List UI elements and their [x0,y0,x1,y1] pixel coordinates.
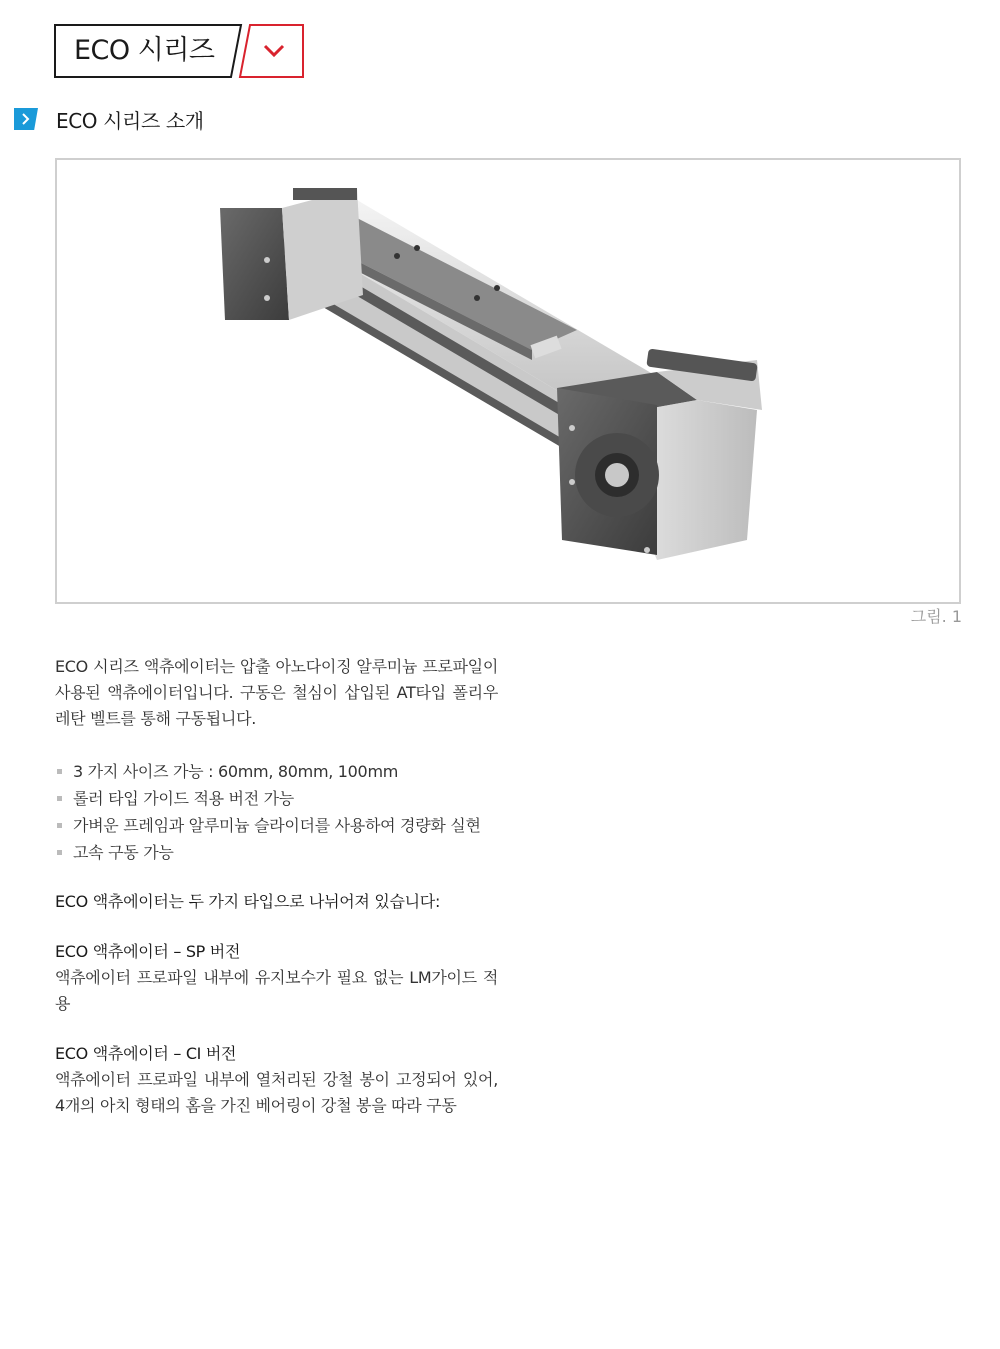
type-block-ci [55,1041,498,1119]
feature-text: 3 가지 사이즈 가능 : 60mm, 80mm, 100mm [73,762,399,781]
feature-item [55,785,498,812]
feature-text: 롤러 타입 가이드 적용 버전 가능 [73,789,294,808]
figure-caption: 그림. 1 [910,607,962,626]
type-description: 액츄에이터 프로파일 내부에 유지보수가 필요 없는 LM가이드 적용 [55,968,498,1013]
feature-text: 가벼운 프레임과 알루미늄 슬라이더를 사용하여 경량화 실현 [73,816,481,835]
type-description: 액츄에이터 프로파일 내부에 열처리된 강철 봉이 고정되어 있어, 4개의 아치 형태의 홈을 가진 베어링이 강철 봉을 따라 구동 [55,1070,498,1115]
series-dropdown-button[interactable] [242,24,304,78]
chevron-down-icon [262,42,286,60]
chevron-right-icon [21,113,31,125]
feature-text: 고속 구동 가능 [73,843,174,862]
bullet-icon [57,796,62,801]
bullet-icon [57,769,62,774]
section-title: ECO 시리즈 소개 [56,108,204,133]
bullet-icon [57,823,62,828]
type-title: ECO 액츄에이터 – CI 버전 [55,1044,237,1063]
series-tag [54,24,304,78]
section-marker [14,108,38,130]
bullet-icon [57,850,62,855]
type-title: ECO 액츄에이터 – SP 버전 [55,942,241,961]
actuator-image [57,160,959,602]
page-title: ECO 시리즈 [74,35,215,66]
content [55,654,498,1119]
types-heading: ECO 액츄에이터는 두 가지 타입으로 나뉘어져 있습니다: [55,892,441,911]
type-block-sp [55,939,498,1017]
feature-item [55,812,498,839]
section-heading [14,106,204,132]
feature-item [55,839,498,866]
feature-list [55,758,498,866]
feature-item [55,758,498,785]
figure-frame [55,158,961,604]
intro-paragraph: ECO 시리즈 액츄에이터는 압출 아노다이징 알루미늄 프로파일이 사용된 액츄에이터입니다. 구동은 철심이 삽입된 AT타입 폴리우레탄 벨트를 통해 구동됩니다. [55,657,498,728]
